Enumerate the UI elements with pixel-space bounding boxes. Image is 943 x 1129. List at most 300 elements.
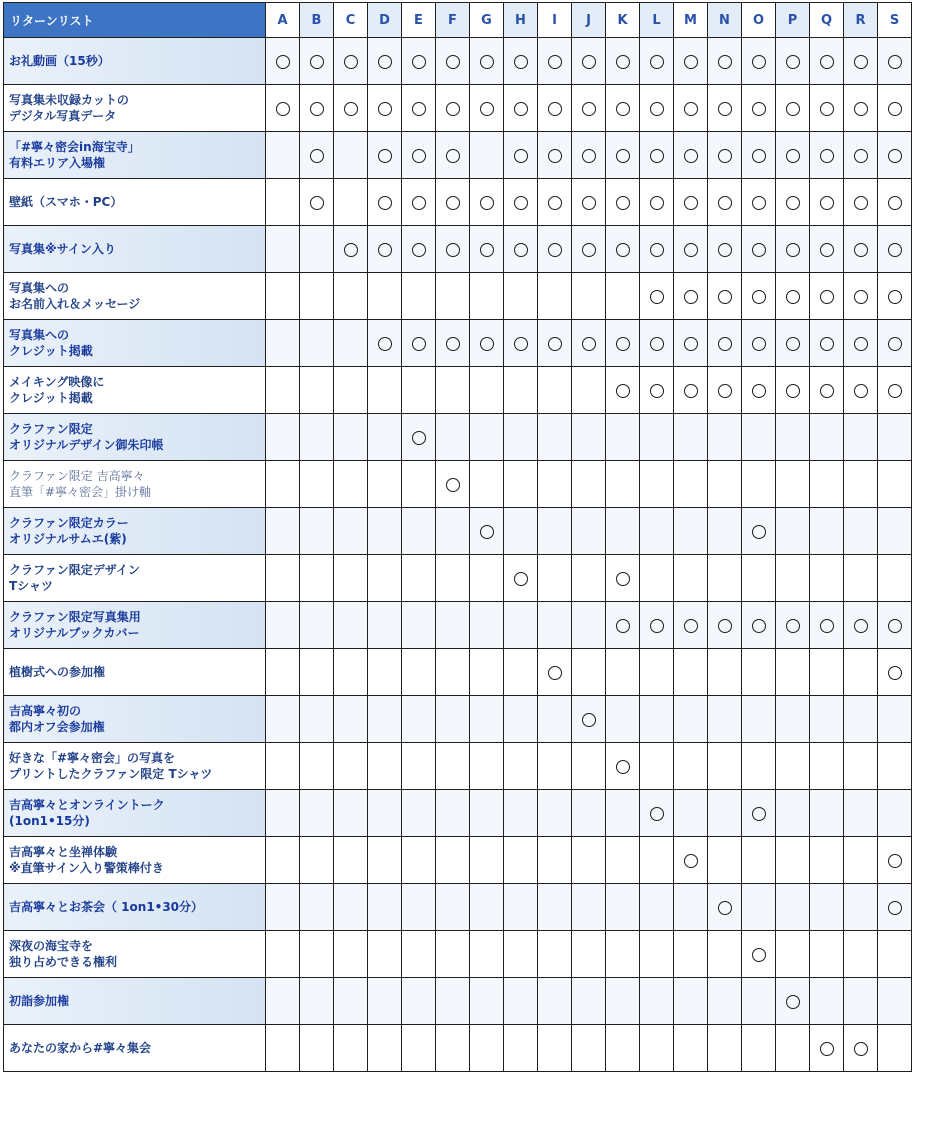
- cell-b: [300, 273, 334, 320]
- circle-mark-icon: [582, 196, 596, 210]
- cell-s: [878, 226, 912, 273]
- cell-q: [810, 320, 844, 367]
- cell-m: [674, 273, 708, 320]
- cell-g: [470, 978, 504, 1025]
- cell-a: [266, 837, 300, 884]
- circle-mark-icon: [684, 384, 698, 398]
- cell-l: [640, 602, 674, 649]
- cell-g: [470, 38, 504, 85]
- cell-b: [300, 555, 334, 602]
- cell-m: [674, 179, 708, 226]
- cell-i: [538, 884, 572, 931]
- circle-mark-icon: [582, 713, 596, 727]
- circle-mark-icon: [548, 55, 562, 69]
- cell-e: [402, 1025, 436, 1072]
- cell-a: [266, 179, 300, 226]
- cell-l: [640, 790, 674, 837]
- table-row: [4, 696, 912, 743]
- cell-g: [470, 884, 504, 931]
- cell-e: [402, 931, 436, 978]
- cell-f: [436, 226, 470, 273]
- cell-q: [810, 38, 844, 85]
- cell-q: [810, 790, 844, 837]
- column-header-n: N: [708, 3, 742, 38]
- cell-g: [470, 320, 504, 367]
- cell-g: [470, 226, 504, 273]
- cell-b: [300, 931, 334, 978]
- cell-n: [708, 508, 742, 555]
- circle-mark-icon: [616, 102, 630, 116]
- cell-r: [844, 696, 878, 743]
- cell-e: [402, 38, 436, 85]
- cell-i: [538, 273, 572, 320]
- cell-c: [334, 696, 368, 743]
- cell-j: [572, 1025, 606, 1072]
- circle-mark-icon: [378, 149, 392, 163]
- cell-j: [572, 85, 606, 132]
- cell-d: [368, 837, 402, 884]
- table-row: [4, 649, 912, 696]
- circle-mark-icon: [616, 196, 630, 210]
- circle-mark-icon: [718, 337, 732, 351]
- cell-a: [266, 508, 300, 555]
- cell-r: [844, 837, 878, 884]
- cell-c: [334, 85, 368, 132]
- table-row: [4, 461, 912, 508]
- cell-e: [402, 884, 436, 931]
- circle-mark-icon: [582, 149, 596, 163]
- column-header-i: I: [538, 3, 572, 38]
- cell-b: [300, 743, 334, 790]
- row-label: クラファン限定 吉高寧々 直筆「#寧々密会」掛け軸: [4, 461, 266, 508]
- circle-mark-icon: [344, 243, 358, 257]
- row-label: 吉高寧々初の 都内オフ会参加権: [4, 696, 266, 743]
- cell-l: [640, 696, 674, 743]
- circle-mark-icon: [480, 337, 494, 351]
- circle-mark-icon: [752, 290, 766, 304]
- circle-mark-icon: [684, 619, 698, 633]
- cell-k: [606, 649, 640, 696]
- cell-g: [470, 837, 504, 884]
- cell-j: [572, 508, 606, 555]
- cell-r: [844, 931, 878, 978]
- cell-g: [470, 649, 504, 696]
- cell-c: [334, 508, 368, 555]
- cell-a: [266, 273, 300, 320]
- cell-e: [402, 367, 436, 414]
- cell-j: [572, 273, 606, 320]
- cell-q: [810, 226, 844, 273]
- cell-d: [368, 602, 402, 649]
- column-header-s: S: [878, 3, 912, 38]
- cell-b: [300, 414, 334, 461]
- cell-h: [504, 461, 538, 508]
- table-row: [4, 743, 912, 790]
- circle-mark-icon: [718, 290, 732, 304]
- circle-mark-icon: [616, 337, 630, 351]
- circle-mark-icon: [820, 243, 834, 257]
- circle-mark-icon: [684, 196, 698, 210]
- circle-mark-icon: [684, 243, 698, 257]
- cell-l: [640, 38, 674, 85]
- cell-d: [368, 884, 402, 931]
- cell-p: [776, 508, 810, 555]
- cell-c: [334, 461, 368, 508]
- cell-o: [742, 273, 776, 320]
- row-label: 植樹式への参加権: [4, 649, 266, 696]
- circle-mark-icon: [412, 243, 426, 257]
- cell-b: [300, 38, 334, 85]
- column-header-p: P: [776, 3, 810, 38]
- cell-c: [334, 602, 368, 649]
- cell-p: [776, 367, 810, 414]
- cell-f: [436, 273, 470, 320]
- circle-mark-icon: [514, 102, 528, 116]
- cell-h: [504, 226, 538, 273]
- cell-b: [300, 884, 334, 931]
- cell-o: [742, 414, 776, 461]
- cell-e: [402, 649, 436, 696]
- cell-s: [878, 414, 912, 461]
- cell-o: [742, 602, 776, 649]
- cell-o: [742, 179, 776, 226]
- cell-n: [708, 837, 742, 884]
- cell-p: [776, 320, 810, 367]
- cell-j: [572, 38, 606, 85]
- cell-g: [470, 931, 504, 978]
- cell-a: [266, 226, 300, 273]
- cell-k: [606, 602, 640, 649]
- cell-r: [844, 1025, 878, 1072]
- cell-l: [640, 273, 674, 320]
- row-label: 写真集未収録カットの デジタル写真データ: [4, 85, 266, 132]
- cell-h: [504, 978, 538, 1025]
- circle-mark-icon: [718, 619, 732, 633]
- cell-g: [470, 790, 504, 837]
- cell-b: [300, 461, 334, 508]
- cell-l: [640, 85, 674, 132]
- cell-e: [402, 978, 436, 1025]
- circle-mark-icon: [786, 290, 800, 304]
- cell-r: [844, 602, 878, 649]
- cell-m: [674, 38, 708, 85]
- circle-mark-icon: [412, 337, 426, 351]
- column-header-b: B: [300, 3, 334, 38]
- circle-mark-icon: [650, 337, 664, 351]
- cell-a: [266, 696, 300, 743]
- cell-h: [504, 179, 538, 226]
- circle-mark-icon: [888, 384, 902, 398]
- cell-k: [606, 179, 640, 226]
- cell-m: [674, 884, 708, 931]
- cell-d: [368, 132, 402, 179]
- cell-a: [266, 743, 300, 790]
- cell-j: [572, 696, 606, 743]
- circle-mark-icon: [650, 149, 664, 163]
- cell-r: [844, 461, 878, 508]
- cell-d: [368, 743, 402, 790]
- cell-j: [572, 602, 606, 649]
- cell-b: [300, 602, 334, 649]
- circle-mark-icon: [310, 55, 324, 69]
- cell-f: [436, 649, 470, 696]
- cell-m: [674, 508, 708, 555]
- cell-l: [640, 414, 674, 461]
- cell-k: [606, 1025, 640, 1072]
- cell-i: [538, 1025, 572, 1072]
- cell-d: [368, 555, 402, 602]
- circle-mark-icon: [548, 666, 562, 680]
- cell-r: [844, 743, 878, 790]
- cell-m: [674, 696, 708, 743]
- row-label: クラファン限定デザイン Tシャツ: [4, 555, 266, 602]
- cell-l: [640, 226, 674, 273]
- circle-mark-icon: [854, 149, 868, 163]
- cell-n: [708, 38, 742, 85]
- cell-i: [538, 461, 572, 508]
- cell-o: [742, 837, 776, 884]
- cell-q: [810, 461, 844, 508]
- circle-mark-icon: [378, 337, 392, 351]
- cell-c: [334, 273, 368, 320]
- cell-o: [742, 555, 776, 602]
- cell-k: [606, 273, 640, 320]
- cell-n: [708, 320, 742, 367]
- cell-f: [436, 38, 470, 85]
- cell-h: [504, 38, 538, 85]
- cell-q: [810, 1025, 844, 1072]
- cell-r: [844, 320, 878, 367]
- cell-m: [674, 367, 708, 414]
- column-header-o: O: [742, 3, 776, 38]
- cell-j: [572, 461, 606, 508]
- cell-n: [708, 884, 742, 931]
- circle-mark-icon: [820, 384, 834, 398]
- circle-mark-icon: [820, 337, 834, 351]
- circle-mark-icon: [854, 384, 868, 398]
- cell-i: [538, 743, 572, 790]
- cell-h: [504, 602, 538, 649]
- cell-s: [878, 743, 912, 790]
- column-header-f: F: [436, 3, 470, 38]
- cell-b: [300, 837, 334, 884]
- circle-mark-icon: [650, 290, 664, 304]
- circle-mark-icon: [786, 995, 800, 1009]
- cell-f: [436, 508, 470, 555]
- cell-s: [878, 461, 912, 508]
- cell-d: [368, 273, 402, 320]
- circle-mark-icon: [752, 619, 766, 633]
- circle-mark-icon: [820, 1042, 834, 1056]
- cell-i: [538, 367, 572, 414]
- cell-a: [266, 320, 300, 367]
- cell-r: [844, 273, 878, 320]
- cell-a: [266, 555, 300, 602]
- table-row: [4, 320, 912, 367]
- table-row: [4, 367, 912, 414]
- cell-o: [742, 649, 776, 696]
- circle-mark-icon: [888, 149, 902, 163]
- cell-h: [504, 320, 538, 367]
- cell-m: [674, 414, 708, 461]
- cell-l: [640, 978, 674, 1025]
- circle-mark-icon: [548, 337, 562, 351]
- cell-i: [538, 414, 572, 461]
- cell-r: [844, 132, 878, 179]
- cell-r: [844, 85, 878, 132]
- cell-s: [878, 837, 912, 884]
- cell-q: [810, 555, 844, 602]
- cell-d: [368, 179, 402, 226]
- cell-h: [504, 884, 538, 931]
- column-header-q: Q: [810, 3, 844, 38]
- cell-d: [368, 367, 402, 414]
- circle-mark-icon: [684, 290, 698, 304]
- cell-c: [334, 555, 368, 602]
- cell-s: [878, 649, 912, 696]
- table-row: [4, 931, 912, 978]
- circle-mark-icon: [378, 55, 392, 69]
- circle-mark-icon: [480, 196, 494, 210]
- cell-e: [402, 743, 436, 790]
- cell-e: [402, 837, 436, 884]
- cell-g: [470, 179, 504, 226]
- cell-g: [470, 1025, 504, 1072]
- cell-i: [538, 555, 572, 602]
- row-label: あなたの家から#寧々集会: [4, 1025, 266, 1072]
- cell-d: [368, 1025, 402, 1072]
- circle-mark-icon: [548, 102, 562, 116]
- cell-g: [470, 132, 504, 179]
- cell-q: [810, 414, 844, 461]
- row-label: 初詣参加権: [4, 978, 266, 1025]
- circle-mark-icon: [276, 102, 290, 116]
- cell-i: [538, 226, 572, 273]
- cell-r: [844, 884, 878, 931]
- cell-e: [402, 273, 436, 320]
- cell-k: [606, 414, 640, 461]
- circle-mark-icon: [412, 149, 426, 163]
- row-label: 深夜の海宝寺を 独り占めできる権利: [4, 931, 266, 978]
- cell-q: [810, 602, 844, 649]
- circle-mark-icon: [888, 901, 902, 915]
- column-header-c: C: [334, 3, 368, 38]
- cell-j: [572, 649, 606, 696]
- circle-mark-icon: [752, 948, 766, 962]
- cell-i: [538, 649, 572, 696]
- cell-r: [844, 367, 878, 414]
- cell-l: [640, 555, 674, 602]
- circle-mark-icon: [854, 619, 868, 633]
- cell-r: [844, 179, 878, 226]
- circle-mark-icon: [718, 102, 732, 116]
- row-label: お礼動画（15秒）: [4, 38, 266, 85]
- cell-f: [436, 931, 470, 978]
- cell-s: [878, 602, 912, 649]
- circle-mark-icon: [786, 619, 800, 633]
- cell-k: [606, 555, 640, 602]
- circle-mark-icon: [650, 196, 664, 210]
- cell-q: [810, 179, 844, 226]
- cell-p: [776, 414, 810, 461]
- circle-mark-icon: [480, 55, 494, 69]
- cell-q: [810, 508, 844, 555]
- cell-i: [538, 320, 572, 367]
- cell-k: [606, 790, 640, 837]
- cell-a: [266, 367, 300, 414]
- cell-p: [776, 978, 810, 1025]
- cell-h: [504, 696, 538, 743]
- cell-a: [266, 414, 300, 461]
- cell-h: [504, 367, 538, 414]
- cell-f: [436, 85, 470, 132]
- cell-p: [776, 931, 810, 978]
- cell-g: [470, 414, 504, 461]
- cell-e: [402, 226, 436, 273]
- cell-a: [266, 649, 300, 696]
- cell-a: [266, 85, 300, 132]
- column-header-e: E: [402, 3, 436, 38]
- cell-o: [742, 696, 776, 743]
- cell-p: [776, 461, 810, 508]
- cell-b: [300, 696, 334, 743]
- table-row: [4, 884, 912, 931]
- cell-o: [742, 931, 776, 978]
- cell-g: [470, 367, 504, 414]
- row-label: 壁紙（スマホ・PC）: [4, 179, 266, 226]
- cell-p: [776, 226, 810, 273]
- cell-b: [300, 179, 334, 226]
- cell-j: [572, 978, 606, 1025]
- cell-k: [606, 132, 640, 179]
- circle-mark-icon: [514, 149, 528, 163]
- cell-l: [640, 649, 674, 696]
- circle-mark-icon: [548, 243, 562, 257]
- circle-mark-icon: [616, 572, 630, 586]
- cell-l: [640, 508, 674, 555]
- cell-d: [368, 790, 402, 837]
- row-label: クラファン限定写真集用 オリジナルブックカバー: [4, 602, 266, 649]
- circle-mark-icon: [684, 102, 698, 116]
- cell-h: [504, 508, 538, 555]
- cell-m: [674, 226, 708, 273]
- cell-j: [572, 931, 606, 978]
- cell-g: [470, 555, 504, 602]
- cell-s: [878, 696, 912, 743]
- cell-j: [572, 414, 606, 461]
- cell-n: [708, 602, 742, 649]
- cell-j: [572, 226, 606, 273]
- cell-l: [640, 743, 674, 790]
- cell-b: [300, 649, 334, 696]
- circle-mark-icon: [514, 55, 528, 69]
- circle-mark-icon: [888, 337, 902, 351]
- cell-o: [742, 978, 776, 1025]
- cell-b: [300, 367, 334, 414]
- cell-j: [572, 132, 606, 179]
- circle-mark-icon: [650, 55, 664, 69]
- cell-i: [538, 602, 572, 649]
- cell-d: [368, 461, 402, 508]
- circle-mark-icon: [684, 149, 698, 163]
- circle-mark-icon: [888, 55, 902, 69]
- cell-g: [470, 696, 504, 743]
- cell-d: [368, 414, 402, 461]
- cell-j: [572, 320, 606, 367]
- cell-d: [368, 649, 402, 696]
- cell-c: [334, 649, 368, 696]
- cell-e: [402, 602, 436, 649]
